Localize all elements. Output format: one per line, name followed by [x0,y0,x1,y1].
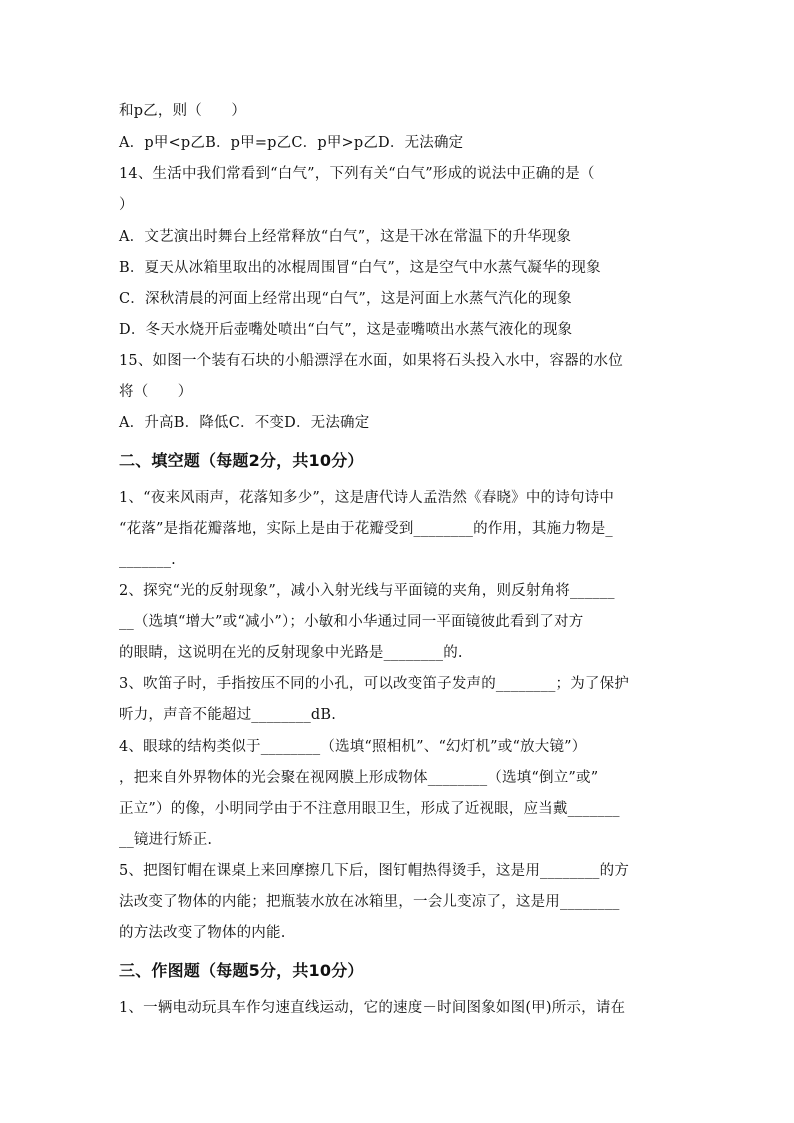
fill-q4-line3: 正立”）的像，小明同学由于不注意用眼卫生，形成了近视眼，应当戴_______ [119,801,620,817]
q14-option-b: B．夏天从冰箱里取出的冰棍周围冒“白气”，这是空气中水蒸气凝华的现象 [119,260,601,276]
fill-q3-line1: 3、吹笛子时，手指按压不同的小孔，可以改变笛子发声的________；为了保护 [119,676,630,692]
q14-option-c: C．深秋清晨的河面上经常出现“白气”，这是河面上水蒸气汽化的现象 [119,291,572,307]
section-3-heading: 三、作图题（每题5分，共10分） [119,961,364,980]
fill-q5-line1: 5、把图钉帽在课桌上来回摩擦几下后，图钉帽热得烫手，这是用________的方 [119,863,630,879]
fill-q4-line1: 4、眼球的结构类似于________（选填“照相机”、“幻灯机”或“放大镜”） [119,739,587,755]
fill-q1-line3: _______. [119,552,176,568]
q13-stem-continued: 和p乙，则（ ） [119,103,247,119]
fill-q5-line3: 的方法改变了物体的内能. [119,925,286,941]
q14-stem: 14、生活中我们常看到“白气”，下列有关“白气”形成的说法中正确的是（ [119,166,595,182]
fill-q2-line3: 的眼睛，这说明在光的反射现象中光路是________的. [119,645,463,661]
section-2-heading: 二、填空题（每题2分，共10分） [119,451,364,470]
q15-stem-end: 将（ ） [119,384,193,400]
fill-q2-line1: 2、探究“光的反射现象”，减小入射光线与平面镜的夹角，则反射角将______ [119,583,615,599]
q15-stem: 15、如图一个装有石块的小船漂浮在水面，如果将石头投入水中，容器的水位 [119,353,623,369]
fill-q1-line1: 1、“夜来风雨声，花落知多少”，这是唐代诗人孟浩然《春晓》中的诗句诗中 [119,490,615,506]
fill-q5-line2: 法改变了物体的内能；把瓶装水放在冰箱里，一会儿变凉了，这是用________ [119,894,620,910]
q14-option-a: A．文艺演出时舞台上经常释放“白气”，这是干冰在常温下的升华现象 [119,229,572,245]
fill-q4-line4: __镜进行矫正. [119,832,213,848]
q13-options: A．p甲<p乙B．p甲=p乙C．p甲>p乙D．无法确定 [119,135,464,151]
drawing-q1-stem: 1、一辆电动玩具车作匀速直线运动，它的速度－时间图象如图(甲)所示，请在 [119,1000,626,1016]
fill-q2-line2: __（选填“增大”或“减小”）；小敏和小华通过同一平面镜彼此看到了对方 [119,614,584,630]
q14-stem-end: ） [119,197,134,213]
q14-option-d: D．冬天水烧开后壶嘴处喷出“白气”，这是壶嘴喷出水蒸气液化的现象 [119,322,573,338]
fill-q3-line2: 听力，声音不能超过________dB. [119,707,337,723]
fill-q1-line2: “花落”是指花瓣落地，实际上是由于花瓣受到________的作用，其施力物是_ [119,521,613,537]
q15-options: A．升高B．降低C．不变D．无法确定 [119,415,370,431]
fill-q4-line2: ，把来自外界物体的光会聚在视网膜上形成物体________（选填“倒立”或” [119,770,599,786]
